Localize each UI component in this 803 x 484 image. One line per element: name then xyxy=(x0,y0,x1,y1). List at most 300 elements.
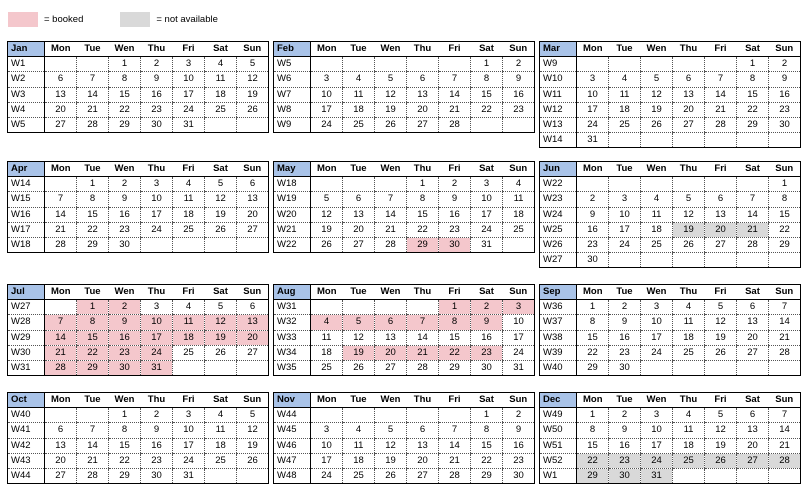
day-cell: 6 xyxy=(737,300,769,315)
day-cell xyxy=(769,253,801,268)
day-cell xyxy=(141,237,173,252)
day-cell: 12 xyxy=(311,207,343,222)
day-cell: 31 xyxy=(503,360,535,375)
week-number: W24 xyxy=(540,207,577,222)
day-cell: 14 xyxy=(439,87,471,102)
day-cell: 23 xyxy=(577,237,609,252)
day-cell: 13 xyxy=(45,87,77,102)
week-number: W17 xyxy=(8,222,45,237)
day-cell: 17 xyxy=(609,222,641,237)
week-row xyxy=(8,330,269,345)
day-cell: 14 xyxy=(407,330,439,345)
day-header: Mon xyxy=(577,285,609,300)
week-number: W20 xyxy=(274,207,311,222)
day-header: Sat xyxy=(471,393,503,408)
day-cell: 18 xyxy=(503,207,535,222)
week-number: W40 xyxy=(8,408,45,423)
week-row xyxy=(8,423,269,438)
day-cell: 10 xyxy=(577,87,609,102)
day-cell: 10 xyxy=(311,438,343,453)
day-cell: 8 xyxy=(109,423,141,438)
day-cell xyxy=(641,253,673,268)
day-cell: 10 xyxy=(141,192,173,207)
day-cell: 3 xyxy=(609,192,641,207)
week-row xyxy=(274,300,535,315)
week-row xyxy=(274,345,535,360)
day-header: Sun xyxy=(237,285,269,300)
day-cell: 9 xyxy=(577,207,609,222)
day-header: Mon xyxy=(311,285,343,300)
day-cell: 30 xyxy=(109,360,141,375)
day-cell: 1 xyxy=(109,408,141,423)
week-row xyxy=(8,315,269,330)
month-name: Oct xyxy=(8,393,45,408)
day-cell: 6 xyxy=(343,192,375,207)
day-header: Wen xyxy=(109,162,141,177)
week-row xyxy=(274,360,535,375)
day-cell: 8 xyxy=(577,423,609,438)
day-cell: 25 xyxy=(641,237,673,252)
day-cell: 16 xyxy=(109,330,141,345)
day-cell: 2 xyxy=(503,408,535,423)
week-number: W30 xyxy=(8,345,45,360)
day-cell: 9 xyxy=(439,192,471,207)
week-number: W22 xyxy=(274,237,311,252)
day-cell: 26 xyxy=(375,117,407,132)
day-cell: 21 xyxy=(439,102,471,117)
day-header: Fri xyxy=(439,42,471,57)
day-cell xyxy=(237,360,269,375)
day-cell: 14 xyxy=(45,207,77,222)
week-row xyxy=(540,315,801,330)
day-cell: 18 xyxy=(673,438,705,453)
day-cell: 15 xyxy=(77,207,109,222)
day-header: Tue xyxy=(343,285,375,300)
week-row xyxy=(540,408,801,423)
day-header: Mon xyxy=(577,393,609,408)
day-cell: 17 xyxy=(311,102,343,117)
day-cell xyxy=(407,57,439,72)
month-jan xyxy=(7,41,269,133)
week-row xyxy=(274,408,535,423)
week-row xyxy=(8,222,269,237)
day-header: Sat xyxy=(205,285,237,300)
day-cell: 19 xyxy=(205,207,237,222)
week-number: W1 xyxy=(8,57,45,72)
day-cell: 23 xyxy=(141,453,173,468)
day-cell: 21 xyxy=(737,222,769,237)
day-cell: 14 xyxy=(45,330,77,345)
day-cell: 26 xyxy=(641,117,673,132)
day-cell xyxy=(641,360,673,375)
day-cell: 23 xyxy=(609,345,641,360)
day-cell xyxy=(45,408,77,423)
day-header: Sat xyxy=(205,162,237,177)
day-header: Fri xyxy=(439,285,471,300)
week-number: W36 xyxy=(540,300,577,315)
month-jun xyxy=(539,161,801,268)
day-cell xyxy=(45,300,77,315)
day-cell: 8 xyxy=(109,72,141,87)
week-row xyxy=(8,72,269,87)
week-number: W35 xyxy=(274,360,311,375)
day-cell xyxy=(609,133,641,148)
day-header: Fri xyxy=(173,393,205,408)
day-cell: 14 xyxy=(439,438,471,453)
day-cell: 23 xyxy=(109,222,141,237)
day-cell xyxy=(673,360,705,375)
day-cell xyxy=(237,468,269,483)
day-cell: 24 xyxy=(577,117,609,132)
day-cell: 16 xyxy=(109,207,141,222)
day-cell: 23 xyxy=(109,345,141,360)
day-header: Sun xyxy=(503,162,535,177)
week-number: W51 xyxy=(540,438,577,453)
day-cell xyxy=(471,117,503,132)
day-cell: 16 xyxy=(471,330,503,345)
day-cell xyxy=(205,237,237,252)
day-cell xyxy=(343,408,375,423)
day-cell: 18 xyxy=(673,330,705,345)
day-cell xyxy=(737,360,769,375)
day-cell: 16 xyxy=(577,222,609,237)
day-cell: 12 xyxy=(375,438,407,453)
week-number: W8 xyxy=(274,102,311,117)
day-cell: 6 xyxy=(45,423,77,438)
day-cell: 7 xyxy=(737,192,769,207)
week-row xyxy=(540,177,801,192)
day-cell: 19 xyxy=(343,345,375,360)
day-header: Sun xyxy=(237,393,269,408)
day-header: Thu xyxy=(407,162,439,177)
day-cell: 4 xyxy=(673,408,705,423)
week-number: W31 xyxy=(274,300,311,315)
day-cell: 4 xyxy=(205,408,237,423)
day-cell: 22 xyxy=(577,345,609,360)
day-cell xyxy=(577,177,609,192)
day-cell: 24 xyxy=(311,117,343,132)
day-cell: 2 xyxy=(609,300,641,315)
day-cell: 7 xyxy=(45,192,77,207)
day-cell xyxy=(311,57,343,72)
day-cell: 28 xyxy=(407,360,439,375)
day-cell: 17 xyxy=(577,102,609,117)
legend-booked-label: = booked xyxy=(44,13,84,25)
day-cell: 24 xyxy=(141,345,173,360)
day-cell: 25 xyxy=(343,468,375,483)
day-header: Sun xyxy=(769,42,801,57)
week-row xyxy=(8,87,269,102)
day-cell: 12 xyxy=(237,423,269,438)
week-row xyxy=(274,237,535,252)
day-cell: 18 xyxy=(173,330,205,345)
day-cell xyxy=(641,133,673,148)
day-header: Fri xyxy=(173,285,205,300)
day-cell: 24 xyxy=(311,468,343,483)
day-cell: 9 xyxy=(609,423,641,438)
day-cell xyxy=(311,177,343,192)
day-cell: 28 xyxy=(439,468,471,483)
day-cell: 15 xyxy=(439,330,471,345)
week-number: W19 xyxy=(274,192,311,207)
day-cell xyxy=(737,253,769,268)
week-number: W9 xyxy=(540,57,577,72)
day-cell: 19 xyxy=(705,330,737,345)
day-header: Sat xyxy=(471,42,503,57)
day-cell: 1 xyxy=(577,300,609,315)
day-cell: 29 xyxy=(577,360,609,375)
month-name: Mar xyxy=(540,42,577,57)
day-cell: 1 xyxy=(407,177,439,192)
day-cell: 12 xyxy=(673,207,705,222)
day-cell: 22 xyxy=(769,222,801,237)
day-cell: 26 xyxy=(375,468,407,483)
day-header: Mon xyxy=(45,393,77,408)
month-name: Apr xyxy=(8,162,45,177)
day-cell: 13 xyxy=(407,438,439,453)
day-cell: 27 xyxy=(673,117,705,132)
day-cell: 25 xyxy=(343,117,375,132)
day-cell: 30 xyxy=(439,237,471,252)
day-cell: 10 xyxy=(471,192,503,207)
day-cell xyxy=(375,177,407,192)
day-cell: 25 xyxy=(173,345,205,360)
day-cell: 30 xyxy=(609,360,641,375)
day-header: Sun xyxy=(503,285,535,300)
month-dec xyxy=(539,392,801,484)
day-cell xyxy=(737,133,769,148)
day-cell xyxy=(769,468,801,483)
day-cell xyxy=(769,133,801,148)
day-cell: 1 xyxy=(577,408,609,423)
day-cell: 9 xyxy=(109,315,141,330)
day-cell: 3 xyxy=(311,423,343,438)
month-name: Dec xyxy=(540,393,577,408)
day-cell: 13 xyxy=(237,192,269,207)
day-cell xyxy=(343,300,375,315)
day-cell: 4 xyxy=(673,300,705,315)
day-cell: 12 xyxy=(641,87,673,102)
day-cell: 21 xyxy=(45,345,77,360)
day-cell: 12 xyxy=(375,87,407,102)
day-cell: 10 xyxy=(609,207,641,222)
day-cell: 15 xyxy=(471,87,503,102)
week-row xyxy=(540,453,801,468)
day-cell: 25 xyxy=(609,117,641,132)
week-row xyxy=(8,360,269,375)
day-cell: 31 xyxy=(173,468,205,483)
week-row xyxy=(274,57,535,72)
day-cell: 31 xyxy=(577,133,609,148)
day-cell: 17 xyxy=(641,438,673,453)
day-cell: 14 xyxy=(375,207,407,222)
day-cell: 26 xyxy=(343,360,375,375)
week-row xyxy=(274,315,535,330)
day-cell: 14 xyxy=(769,423,801,438)
day-cell: 18 xyxy=(311,345,343,360)
day-cell: 26 xyxy=(205,345,237,360)
day-header: Tue xyxy=(609,393,641,408)
day-cell: 11 xyxy=(503,192,535,207)
week-row xyxy=(540,222,801,237)
week-number: W1 xyxy=(540,468,577,483)
day-header: Wen xyxy=(109,285,141,300)
day-cell: 18 xyxy=(205,87,237,102)
day-cell: 1 xyxy=(471,57,503,72)
week-row xyxy=(540,330,801,345)
day-cell: 4 xyxy=(503,177,535,192)
day-cell: 25 xyxy=(173,222,205,237)
day-cell: 2 xyxy=(141,408,173,423)
day-cell: 21 xyxy=(769,438,801,453)
week-number: W15 xyxy=(8,192,45,207)
day-cell: 28 xyxy=(769,453,801,468)
week-row xyxy=(8,192,269,207)
day-header: Mon xyxy=(311,42,343,57)
day-header: Thu xyxy=(141,285,173,300)
day-header: Fri xyxy=(705,42,737,57)
day-cell: 5 xyxy=(641,72,673,87)
day-cell: 21 xyxy=(77,453,109,468)
day-header: Fri xyxy=(173,42,205,57)
day-cell: 11 xyxy=(673,423,705,438)
day-cell: 19 xyxy=(237,438,269,453)
day-cell: 13 xyxy=(237,315,269,330)
day-cell: 16 xyxy=(503,438,535,453)
day-cell: 20 xyxy=(45,102,77,117)
day-cell xyxy=(407,408,439,423)
week-row xyxy=(8,207,269,222)
day-cell: 1 xyxy=(737,57,769,72)
day-cell xyxy=(439,57,471,72)
week-number: W5 xyxy=(8,117,45,132)
day-cell: 20 xyxy=(705,222,737,237)
week-row xyxy=(540,345,801,360)
day-cell: 3 xyxy=(173,57,205,72)
week-row xyxy=(540,360,801,375)
day-cell: 13 xyxy=(407,87,439,102)
day-cell: 14 xyxy=(737,207,769,222)
day-cell: 11 xyxy=(205,72,237,87)
day-cell: 6 xyxy=(407,423,439,438)
day-cell: 7 xyxy=(77,72,109,87)
day-header: Mon xyxy=(311,393,343,408)
day-cell: 5 xyxy=(705,300,737,315)
day-cell: 17 xyxy=(471,207,503,222)
day-cell: 24 xyxy=(641,453,673,468)
day-cell: 23 xyxy=(141,102,173,117)
week-row xyxy=(540,438,801,453)
week-row xyxy=(274,207,535,222)
week-number: W18 xyxy=(274,177,311,192)
day-cell: 11 xyxy=(343,87,375,102)
week-row xyxy=(540,117,801,132)
day-cell: 13 xyxy=(737,315,769,330)
week-number: W50 xyxy=(540,423,577,438)
day-header: Wen xyxy=(641,42,673,57)
day-cell: 5 xyxy=(237,57,269,72)
week-row xyxy=(8,117,269,132)
day-cell: 23 xyxy=(471,345,503,360)
day-header: Tue xyxy=(77,162,109,177)
day-cell: 24 xyxy=(641,345,673,360)
day-cell xyxy=(737,177,769,192)
day-header: Tue xyxy=(77,42,109,57)
day-cell: 20 xyxy=(737,330,769,345)
day-cell: 3 xyxy=(641,408,673,423)
week-row xyxy=(540,57,801,72)
day-cell xyxy=(311,300,343,315)
week-number: W48 xyxy=(274,468,311,483)
week-row xyxy=(8,177,269,192)
day-cell: 22 xyxy=(471,453,503,468)
day-cell: 26 xyxy=(673,237,705,252)
day-cell xyxy=(503,237,535,252)
day-cell: 2 xyxy=(109,177,141,192)
day-cell: 19 xyxy=(205,330,237,345)
week-row xyxy=(8,438,269,453)
day-cell: 23 xyxy=(609,453,641,468)
day-cell: 13 xyxy=(343,207,375,222)
day-cell xyxy=(673,133,705,148)
day-cell: 7 xyxy=(705,72,737,87)
day-cell: 27 xyxy=(705,237,737,252)
day-cell: 5 xyxy=(375,423,407,438)
day-cell xyxy=(577,57,609,72)
week-number: W44 xyxy=(8,468,45,483)
day-header: Thu xyxy=(407,42,439,57)
day-cell: 16 xyxy=(503,87,535,102)
day-cell: 27 xyxy=(737,345,769,360)
day-cell: 3 xyxy=(471,177,503,192)
week-row xyxy=(274,438,535,453)
week-row xyxy=(274,423,535,438)
week-number: W29 xyxy=(8,330,45,345)
day-cell: 17 xyxy=(173,87,205,102)
day-cell: 3 xyxy=(141,300,173,315)
day-cell: 10 xyxy=(641,423,673,438)
day-header: Sun xyxy=(237,42,269,57)
day-cell: 19 xyxy=(375,102,407,117)
day-cell: 9 xyxy=(141,423,173,438)
week-number: W4 xyxy=(8,102,45,117)
day-cell xyxy=(311,408,343,423)
week-row xyxy=(540,468,801,483)
day-cell: 22 xyxy=(77,222,109,237)
day-header: Fri xyxy=(705,393,737,408)
day-cell: 12 xyxy=(205,192,237,207)
week-number: W12 xyxy=(540,102,577,117)
day-cell: 24 xyxy=(503,345,535,360)
day-cell xyxy=(705,468,737,483)
week-row xyxy=(540,102,801,117)
week-row xyxy=(8,453,269,468)
day-header: Thu xyxy=(673,162,705,177)
day-cell: 31 xyxy=(141,360,173,375)
day-cell: 22 xyxy=(109,102,141,117)
day-cell: 11 xyxy=(673,315,705,330)
day-cell: 25 xyxy=(311,360,343,375)
week-number: W27 xyxy=(8,300,45,315)
day-cell: 8 xyxy=(471,423,503,438)
day-cell: 22 xyxy=(439,345,471,360)
day-cell xyxy=(673,468,705,483)
month-name: Jun xyxy=(540,162,577,177)
day-cell: 29 xyxy=(77,360,109,375)
day-cell: 8 xyxy=(471,72,503,87)
month-name: May xyxy=(274,162,311,177)
day-cell xyxy=(641,57,673,72)
